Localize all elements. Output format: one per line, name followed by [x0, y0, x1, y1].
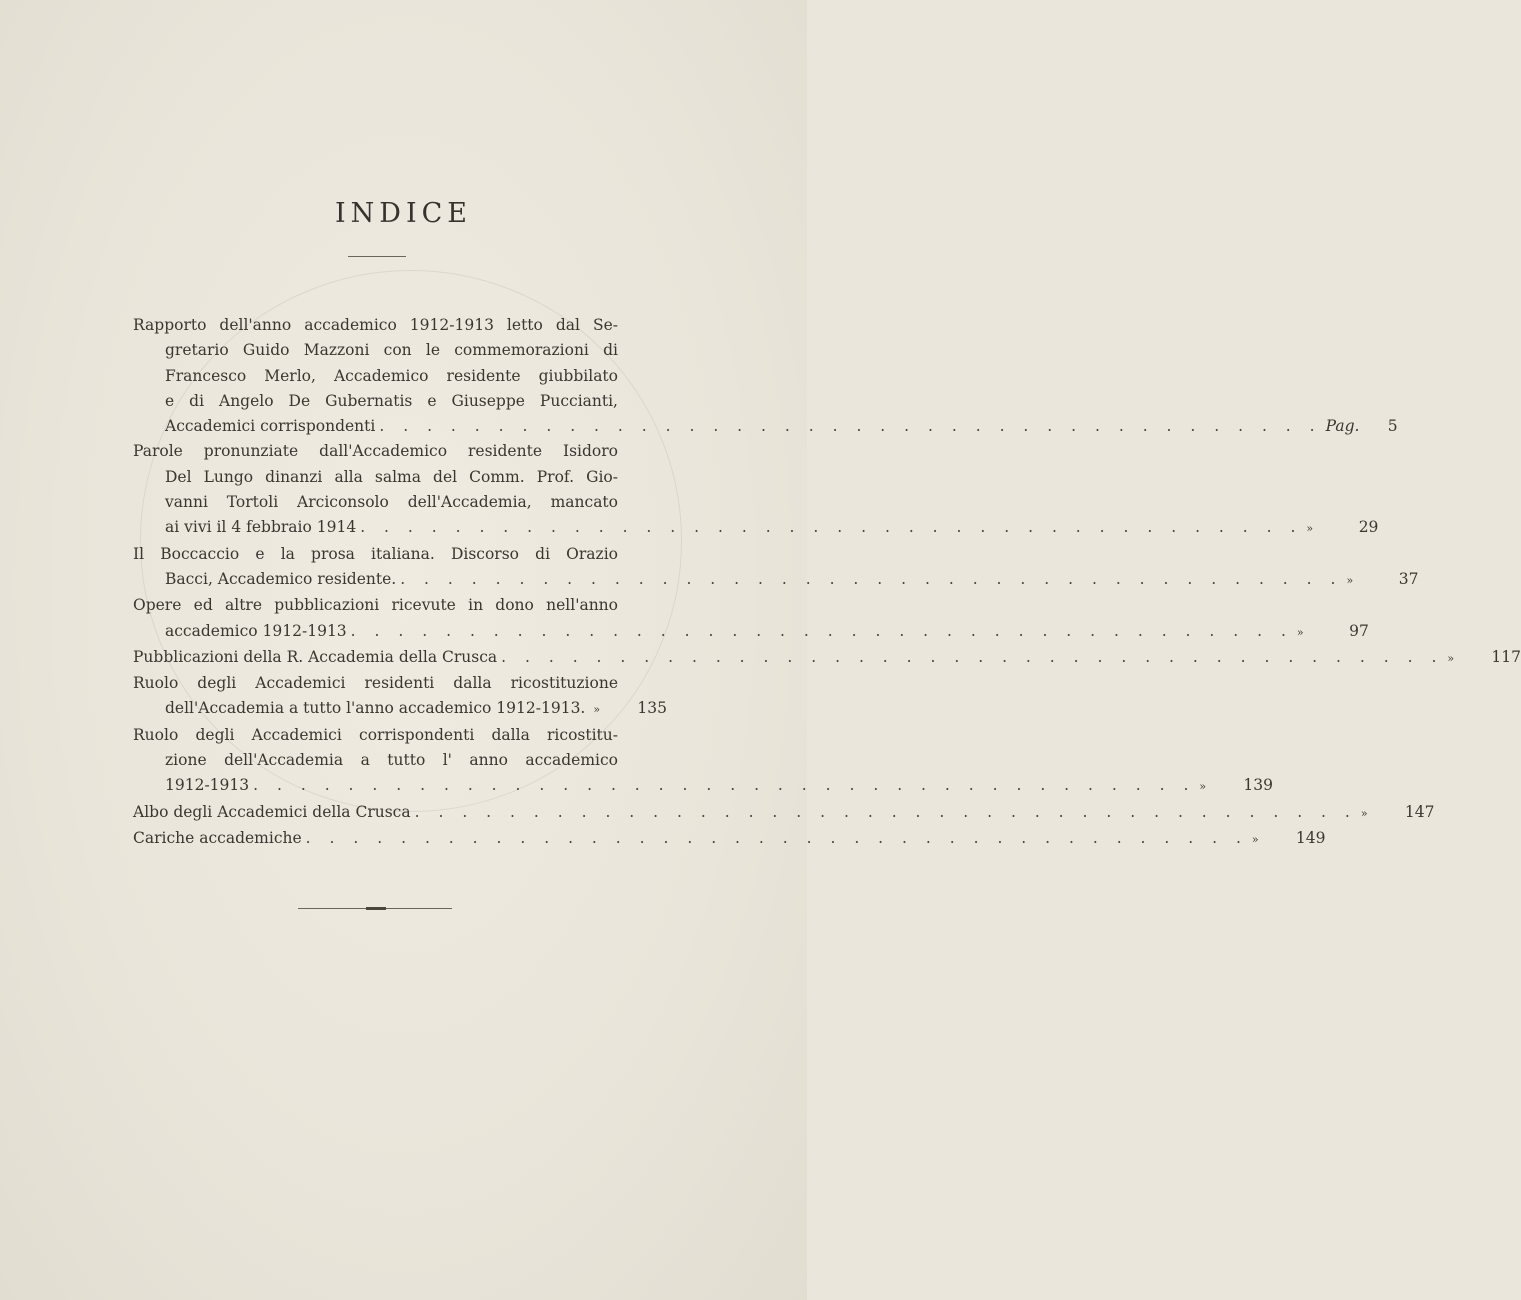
toc-entry-last-line: [133, 414, 1398, 439]
toc-entry-last-line: [133, 619, 1369, 645]
toc-entry: [133, 671, 667, 723]
toc-entry-last-line: [133, 515, 1379, 541]
closing-rule-ornament: [366, 907, 386, 910]
toc-entry-line: Il Boccaccio e la prosa italiana. Discorso di Orazio: [133, 544, 618, 563]
page-number: 37: [1398, 569, 1419, 588]
toc-entry: [133, 826, 1326, 852]
ditto-mark: »: [1199, 780, 1207, 794]
toc-entry-text: Accademici corrispondenti: [165, 417, 376, 436]
toc-entry-last-line: [133, 645, 1521, 671]
toc-entry: [133, 800, 1435, 826]
toc-entry-line: Rapporto dell'anno accademico 1912-1913 letto dal Se-: [133, 316, 618, 334]
toc-entry: [133, 439, 1379, 541]
ditto-mark: »: [1447, 651, 1455, 665]
table-of-contents: [133, 313, 1521, 852]
leader-dots: . . . . . . . . . . . . . . . . . . . . . . . . . . . . . . . . . . . . . . . .: [253, 776, 1196, 795]
page-number: 139: [1243, 776, 1273, 795]
toc-entry-line: vanni Tortoli Arciconsolo dell'Accademia, mancato: [165, 493, 618, 512]
toc-entry-text: dell'Accademia a tutto l'anno accademico 1912-1913.: [165, 699, 586, 718]
toc-entry-text: Pubblicazioni della R. Accademia della Crusca: [133, 647, 498, 666]
toc-entry-last-line: [133, 773, 1273, 799]
leader-dots: . . . . . . . . . . . . . . . . . . . . . . . . . . . . . . . . . . . . . . . .: [350, 621, 1293, 640]
leader-dots: . . . . . . . . . . . . . . . . . . . . . . . . . . . . . . . . . . . . . . . .: [501, 647, 1444, 666]
toc-entry-text: Albo degli Accademici della Crusca: [133, 802, 411, 821]
toc-entry-last-line: [133, 567, 1419, 593]
ditto-mark: »: [593, 703, 601, 717]
page-number: 117: [1491, 647, 1521, 666]
leader-dots: . . . . . . . . . . . . . . . . . . . . . . . . . . . . . . . . . . . . . . . .: [379, 417, 1322, 436]
toc-entry-line: zione dell'Accademia a tutto l' anno accademico: [165, 751, 618, 770]
page-number: 97: [1349, 621, 1369, 640]
toc-entry-line: gretario Guido Mazzoni con le commemorazioni di: [165, 341, 618, 360]
title-rule: [348, 256, 406, 257]
page-number: 149: [1295, 828, 1326, 847]
ditto-mark: »: [1306, 522, 1314, 536]
toc-entry-line: Ruolo degli Accademici corrispondenti dalla ricostitu-: [133, 725, 618, 744]
ditto-mark: »: [1251, 832, 1259, 846]
page-label: Pag.: [1325, 417, 1360, 436]
toc-entry-line: Francesco Merlo, Accademico residente giubbilato: [165, 366, 618, 385]
page-number: 5: [1387, 417, 1398, 436]
page-number: 147: [1404, 802, 1435, 821]
page-number: 29: [1358, 518, 1379, 537]
leader-dots: . . . . . . . . . . . . . . . . . . . . . . . . . . . . . . . . . . . . . . . .: [400, 569, 1343, 588]
ditto-mark: »: [1360, 806, 1368, 820]
toc-entry-text: ai vivi il 4 febbraio 1914: [165, 518, 357, 537]
toc-entry: [133, 723, 1273, 800]
toc-entry-text: Bacci, Accademico residente.: [165, 569, 397, 588]
page-title: INDICE: [335, 198, 472, 229]
toc-entry: [133, 542, 1419, 594]
toc-entry-last-line: [133, 800, 1435, 826]
toc-entry: [133, 593, 1369, 645]
toc-entry-line: Opere ed altre pubblicazioni ricevute in dono nell'anno: [133, 596, 618, 615]
toc-entry-text: Cariche accademiche: [133, 828, 302, 847]
toc-entry-line: Parole pronunziate dall'Accademico residente Isidoro: [133, 442, 618, 461]
toc-entry-last-line: [133, 826, 1326, 852]
toc-entry-line: e di Angelo De Gubernatis e Giuseppe Puccianti,: [165, 391, 618, 410]
leader-dots: . . . . . . . . . . . . . . . . . . . . . . . . . . . . . . . . . . . . . . . .: [360, 518, 1303, 537]
ditto-mark: »: [1296, 625, 1304, 639]
toc-entry-text: 1912-1913: [165, 776, 250, 795]
toc-entry-line: Ruolo degli Accademici residenti dalla ricostituzione: [133, 674, 618, 693]
toc-entry: [133, 645, 1521, 671]
toc-entry-last-line: [133, 696, 667, 722]
toc-entry: [133, 313, 1398, 439]
toc-entry-text: accademico 1912-1913: [165, 621, 347, 640]
page-number: 135: [637, 699, 667, 718]
toc-entry-line: Del Lungo dinanzi alla salma del Comm. Prof. Gio-: [165, 467, 618, 486]
leader-dots: . . . . . . . . . . . . . . . . . . . . . . . . . . . . . . . . . . . . . . . .: [305, 828, 1248, 847]
leader-dots: . . . . . . . . . . . . . . . . . . . . . . . . . . . . . . . . . . . . . . . .: [414, 802, 1357, 821]
ditto-mark: »: [1346, 573, 1354, 587]
